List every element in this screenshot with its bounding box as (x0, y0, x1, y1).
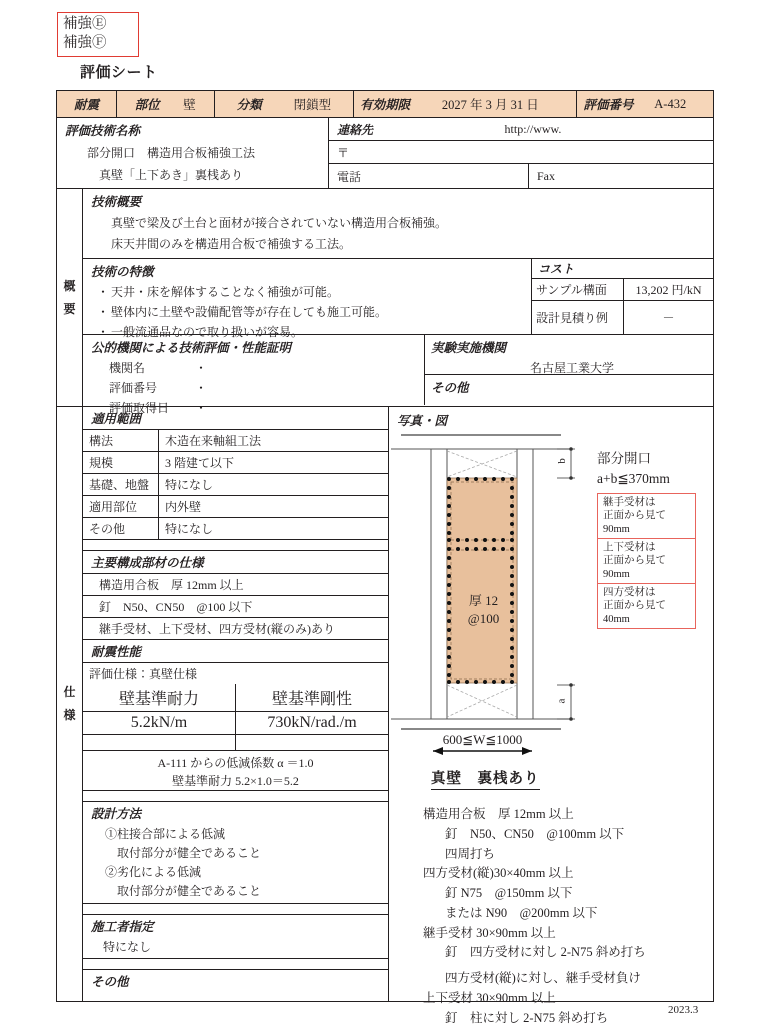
experiment-other-title: その他 (425, 375, 713, 396)
list-item: ・ 壁体内に土壁や設備配管等が存在しても施工可能。 (97, 303, 531, 320)
divider (83, 540, 388, 551)
list-item: 継手受材 30×90mm 以上 (423, 924, 646, 944)
public-evaluation-section (83, 335, 425, 405)
cost-sample-value: 13,202 円/kN (624, 279, 713, 300)
drawing-title: 写真・図 (397, 411, 447, 429)
list-item: 釘 N75 @150mm 以下 (423, 884, 646, 904)
list-item: 四方受材(縦)に対し、継手受材負け (423, 969, 646, 989)
dimension-b-label: b (556, 458, 568, 464)
tech-name-label: 評価技術名称 (65, 121, 328, 139)
tech-name-contact-block (57, 118, 713, 189)
seismic-section-title: 耐震性能 (83, 640, 388, 663)
divider (83, 904, 388, 915)
table-cell: 5.2kN/m (83, 712, 236, 734)
spec-side-tab: 仕 様 (57, 407, 83, 1001)
seismic-calc-line1: A-111 からの低減係数 α ＝1.0 (83, 751, 388, 772)
tech-name-line1: 部分開口 構造用合板補強工法 (65, 144, 328, 161)
header-strip (57, 91, 713, 118)
dimension-a-label: a (555, 699, 567, 704)
seismic-table-header (83, 684, 388, 712)
table-row: 適用部位 内外壁 (83, 496, 388, 518)
members-section-title: 主要構成部材の仕様 (83, 551, 388, 574)
tech-summary-section (83, 189, 713, 259)
design-item-2-detail: 取付部分が健全であること (83, 881, 388, 904)
footer-date: 2023.3 (668, 1004, 698, 1016)
contractor-section-title: 施工者指定 (83, 915, 388, 937)
table-row: 機関名 ・ (109, 359, 424, 376)
wall-width-dimension: 600≦W≦1000 (411, 732, 554, 748)
annotation-top-bottom-receiver: 上下受材は 正面から見て 90mm (597, 538, 696, 584)
tech-features-section (83, 259, 532, 334)
header-eval-number: 評価番号 A-432 (577, 91, 713, 117)
tech-name-line2: 真壁「上下あき」裏桟あり (65, 166, 328, 183)
members-line-2: 釘 N50、CN50 @100 以下 (83, 596, 388, 618)
other-section-title: その他 (83, 970, 388, 992)
tech-features-title: 技術の特徴 (91, 262, 531, 280)
tech-name-cell (57, 118, 329, 188)
drawing-spec-list (423, 805, 646, 1028)
list-item: 四方受材(縦)30×40mm 以上 (423, 864, 646, 884)
contact-label: 連絡先 (329, 121, 433, 138)
main-frame (56, 90, 714, 1002)
cost-estimate-value: － (624, 301, 713, 334)
contact-url-row (329, 118, 713, 141)
cost-estimate-row (532, 301, 713, 334)
cost-sample-label: サンプル構面 (532, 279, 624, 300)
table-row: 基礎、地盤 特になし (83, 474, 388, 496)
experiment-title: 実験実施機関 (431, 338, 713, 356)
design-item-1: ①柱接合部による低減 (83, 824, 388, 843)
contact-tel-label: 電話 (329, 164, 529, 188)
members-line-3: 継手受材、上下受材、四方受材(縦のみ)あり (83, 618, 388, 640)
scope-section-title: 適用範囲 (83, 407, 388, 430)
seismic-eval-spec: 評価仕様：真壁仕様 (83, 663, 388, 684)
table-row: 評価番号 ・ (109, 379, 424, 396)
reinforcement-tag-e: 補強Ⓔ (63, 15, 133, 34)
seismic-calc-line2: 壁基準耐力 5.2×1.0＝5.2 (83, 772, 388, 791)
list-item: 上下受材 30×90mm 以上 (423, 989, 646, 1009)
overview-side-tab: 概 要 (57, 189, 83, 406)
panel-thickness-label: 厚 12 @100 (461, 592, 506, 627)
tech-summary-title: 技術概要 (91, 192, 713, 210)
reinforcement-tag-box (57, 12, 139, 57)
design-section-title: 設計方法 (83, 802, 388, 824)
seismic-table-row (83, 712, 388, 735)
header-category: 耐震 (57, 91, 117, 117)
contact-fax-label: Fax (529, 164, 713, 188)
spec-block (57, 407, 713, 1001)
design-item-1-detail: 取付部分が健全であること (83, 843, 388, 862)
list-item: または N90 @200mm 以下 (423, 904, 646, 924)
header-expiry: 有効期限 2027 年 3 月 31 日 (354, 91, 577, 117)
list-item: 四周打ち (423, 845, 646, 865)
table-row: 規模 3 階建て以下 (83, 452, 388, 474)
contact-cell (329, 118, 713, 188)
cost-sample-row (532, 279, 713, 301)
contact-tel-fax-row (329, 164, 713, 188)
experiment-section (425, 335, 713, 405)
divider (83, 791, 388, 802)
tech-summary-line2: 床天井間のみを構造用合板で補強する工法。 (111, 235, 713, 252)
divider (83, 959, 388, 970)
experiment-value: 名古屋工業大学 (431, 359, 713, 376)
table-cell: 730kN/rad./m (236, 712, 388, 734)
page-title: 評価シート (80, 61, 158, 82)
tech-features-list (91, 283, 531, 340)
list-item: 釘 四方受材に対し 2-N75 斜め打ち (423, 943, 646, 963)
contact-postal-row: 〒 (329, 141, 713, 164)
tech-summary-line1: 真壁で梁及び土台と面材が接合されていない構造用合板補強。 (111, 214, 713, 231)
spec-left-column (83, 407, 389, 1001)
overview-block (57, 189, 713, 407)
annotation-four-side-receiver: 四方受材は 正面から見て 40mm (597, 583, 696, 629)
list-item: 構造用合板 厚 12mm 以上 (423, 805, 646, 825)
public-evaluation-title: 公的機関による技術評価・性能証明 (91, 338, 424, 356)
table-row: 評価取得日 ・ (109, 399, 424, 416)
column-header: 壁基準耐力 (83, 684, 236, 711)
column-header: 壁基準剛性 (236, 684, 388, 711)
list-item: ・ 一般流通品なので取り扱いが容易。 (97, 323, 531, 340)
list-item: 釘 N50、CN50 @100mm 以下 (423, 825, 646, 845)
header-type: 分類 閉鎖型 (215, 91, 355, 117)
contractor-value: 特になし (83, 937, 388, 959)
cost-section (532, 259, 713, 334)
list-item: ・ 天井・床を解体することなく補強が可能。 (97, 283, 531, 300)
cost-estimate-label: 設計見積り例 (532, 301, 624, 334)
annotation-joint-receiver: 継手受材は 正面から見て 90mm (597, 493, 696, 539)
members-line-1: 構造用合板 厚 12mm 以上 (83, 574, 388, 596)
reinforcement-tag-f: 補強Ⓕ (63, 34, 133, 53)
wall-type-name: 真壁 裏桟あり (431, 767, 540, 790)
partial-opening-label: 部分開口 a+b≦370mm (597, 449, 670, 488)
cost-title: コスト (532, 259, 713, 279)
design-item-2: ②劣化による低減 (83, 862, 388, 881)
drawing-panel (389, 407, 713, 1001)
header-part: 部位 壁 (117, 91, 215, 117)
list-item: 釘 柱に対し 2-N75 斜め打ち (423, 1009, 646, 1028)
table-row: その他 特になし (83, 518, 388, 540)
seismic-table-blank-row (83, 735, 388, 751)
contact-url: http://www. (433, 122, 713, 137)
table-row: 構法 木造在来軸組工法 (83, 430, 388, 452)
